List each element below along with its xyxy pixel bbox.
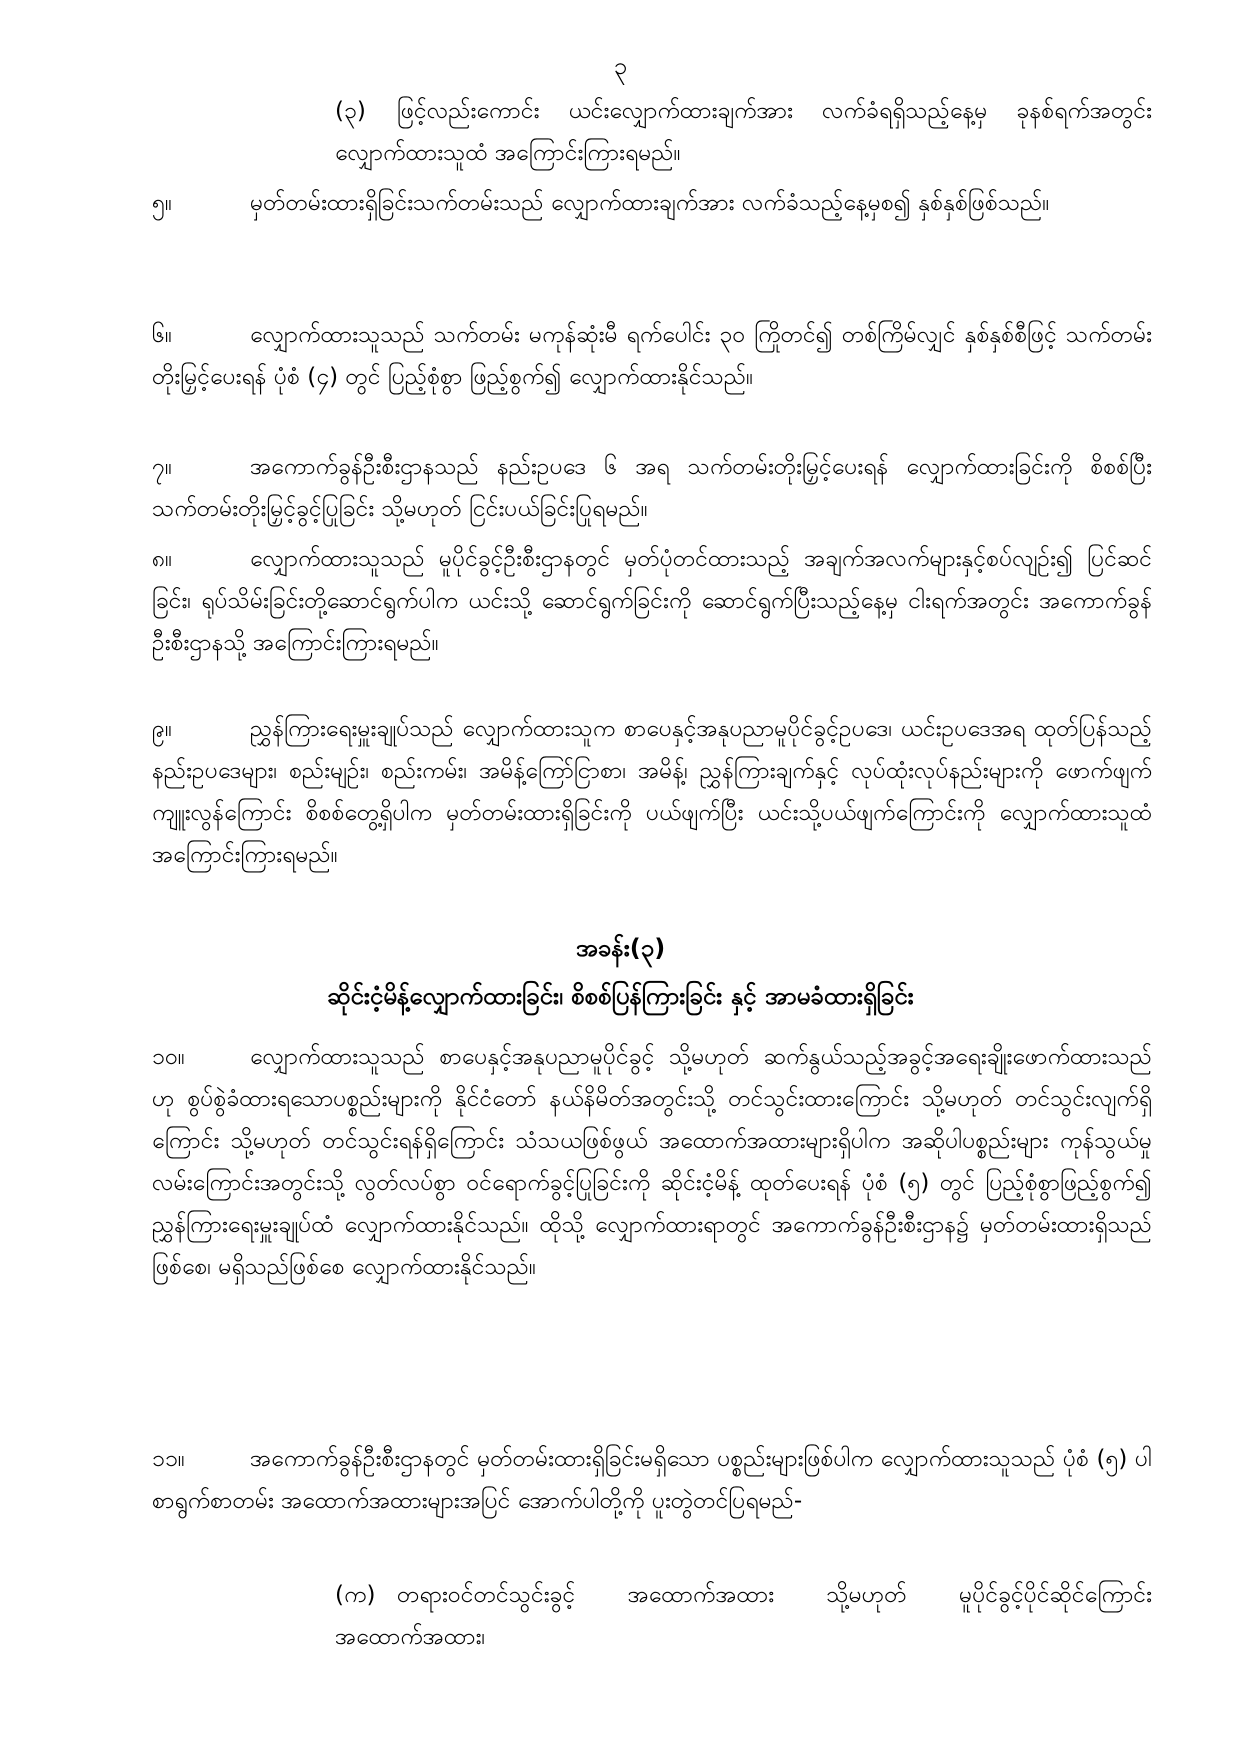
sub-item-number: (က) — [335, 1582, 376, 1608]
paragraph-number: ၇။ — [152, 454, 172, 480]
paragraph-7 — [152, 446, 1152, 530]
paragraph-number: ၈။ — [152, 546, 173, 572]
paragraph-text: လျှောက်ထားသူသည် သက်တမ်း မကုန်ဆုံးမီ ရက်ပေါင်း ၃၀ ကြိုတင်၍ တစ်ကြိမ်လျှင် နှစ်နှစ်စီဖြင့် သက်တမ်းတိုးမြှင့်ပေးရန် ပုံစံ (၄) တွင် ပြည့်စုံစွာ ဖြည့်စွက်၍ လျှောက်ထားနိုင်သည်။ — [152, 322, 1152, 390]
paragraph-9 — [152, 708, 1152, 876]
sub-item-text: တရားဝင်တင်သွင်းခွင့် အထောက်အထား သို့မဟုတ် မူပိုင်ခွင့်ပိုင်ဆိုင်ကြောင်း အထောက်အထား၊ — [335, 1582, 1152, 1650]
chapter-title: ဆိုင်းငံ့မိန့်လျှောက်ထားခြင်း၊ စိစစ်ပြန်ကြားခြင်း နှင့် အာမခံထားရှိခြင်း — [327, 982, 914, 1010]
paragraph-number: ၉။ — [152, 716, 172, 742]
paragraph-6 — [152, 314, 1152, 398]
paragraph-11 — [152, 1438, 1152, 1522]
paragraph-text: အကောက်ခွန်ဦးစီးဌာနသည် နည်းဥပဒေ ၆ အရ သက်တမ်းတိုးမြှင့်ပေးရန် လျှောက်ထားခြင်းကို စိစစ်ပြီး သက်တမ်းတိုးမြှင့်ခွင့်ပြုခြင်း သို့မဟုတ် ငြင်းပယ်ခြင်းပြုရမည်။ — [152, 454, 1152, 522]
sub-paragraph-text: ဖြင့်လည်းကောင်း ယင်းလျှောက်ထားချက်အား လက်ခံရရှိသည့်နေ့မှ ခုနစ်ရက်အတွင်း လျှောက်ထားသူထံ အကြောင်းကြားရမည်။ — [335, 98, 1152, 166]
sub-item-ka — [335, 1574, 1152, 1658]
sub-paragraph-number: (၃) — [335, 98, 366, 124]
paragraph-10 — [152, 1036, 1152, 1288]
paragraph-number: ၅။ — [152, 190, 172, 216]
paragraph-number: ၁၀။ — [152, 1044, 185, 1070]
sub-paragraph-3 — [335, 90, 1152, 174]
page-number: ၃ — [613, 52, 628, 80]
paragraph-text: အကောက်ခွန်ဦးစီးဌာနတွင် မှတ်တမ်းထားရှိခြင်းမရှိသော ပစ္စည်းများဖြစ်ပါက လျှောက်ထားသူသည် ပုံစံ (၅) ပါ စာရွက်စာတမ်း အထောက်အထားများအပြင် အောက်ပါတို့ကို ပူးတွဲတင်ပြရမည်- — [152, 1446, 1152, 1514]
paragraph-text: မှတ်တမ်းထားရှိခြင်းသက်တမ်းသည် လျှောက်ထားချက်အား လက်ခံသည့်နေ့မှစ၍ နှစ်နှစ်ဖြစ်သည်။ — [250, 190, 1050, 216]
paragraph-5 — [152, 182, 1152, 224]
chapter-number: အခန်း(၃) — [575, 934, 666, 962]
paragraph-number: ၁၁။ — [152, 1446, 185, 1472]
paragraph-text: ညွှန်ကြားရေးမှူးချုပ်သည် လျှောက်ထားသူက စာပေနှင့်အနုပညာမူပိုင်ခွင့်ဥပဒေ၊ ယင်းဥပဒေအရ ထုတ်ပြန်သည့် နည်းဥပဒေများ၊ စည်းမျဉ်း၊ စည်းကမ်း၊ အမိန့်ကြော်ငြာစာ၊ အမိန့်၊ ညွှန်ကြားချက်နှင့် လုပ်ထုံးလုပ်နည်းများကို ဖောက်ဖျက်ကျူးလွန်ကြောင်း စိစစ်တွေ့ရှိပါက မှတ်တမ်းထားရှိခြင်းကို ပယ်ဖျက်ပြီး ယင်းသို့ပယ်ဖျက်ကြောင်းကို လျှောက်ထားသူထံ အကြောင်းကြားရမည်။ — [152, 716, 1152, 868]
paragraph-number: ၆။ — [152, 322, 172, 348]
paragraph-8 — [152, 538, 1152, 664]
paragraph-text: လျှောက်ထားသူသည် မူပိုင်ခွင့်ဦးစီးဌာနတွင် မှတ်ပုံတင်ထားသည့် အချက်အလက်များနှင့်စပ်လျဉ်း၍ ပြင်ဆင်ခြင်း၊ ရုပ်သိမ်းခြင်းတို့ဆောင်ရွက်ပါက ယင်းသို့ ဆောင်ရွက်ခြင်းကို ဆောင်ရွက်ပြီးသည့်နေ့မှ ငါးရက်အတွင်း အကောက်ခွန်ဦးစီးဌာနသို့ အကြောင်းကြားရမည်။ — [152, 546, 1152, 656]
paragraph-text: လျှောက်ထားသူသည် စာပေနှင့်အနုပညာမူပိုင်ခွင့် သို့မဟုတ် ဆက်နွယ်သည့်အခွင့်အရေးချိုးဖောက်ထားသည်ဟု စွပ်စွဲခံထားရသောပစ္စည်းများကို နိုင်ငံတော် နယ်နိမိတ်အတွင်းသို့ တင်သွင်းထားကြောင်း သို့မဟုတ် တင်သွင်းလျက်ရှိကြောင်း သို့မဟုတ် တင်သွင်းရန်ရှိကြောင်း သံသယဖြစ်ဖွယ် အထောက်အထားများရှိပါက အဆိုပါပစ္စည်းများ ကုန်သွယ်မှုလမ်းကြောင်းအတွင်းသို့ လွတ်လပ်စွာ ဝင်ရောက်ခွင့်ပြုခြင်းကို ဆိုင်းငံ့မိန့် ထုတ်ပေးရန် ပုံစံ (၅) တွင် ပြည့်စုံစွာဖြည့်စွက်၍ ညွှန်ကြားရေးမှူးချုပ်ထံ လျှောက်ထားနိုင်သည်။ ထိုသို့ လျှောက်ထားရာတွင် အကောက်ခွန်ဦးစီးဌာန၌ မှတ်တမ်းထားရှိသည်ဖြစ်စေ၊ မရှိသည်ဖြစ်စေ လျှောက်ထားနိုင်သည်။ — [152, 1044, 1152, 1280]
